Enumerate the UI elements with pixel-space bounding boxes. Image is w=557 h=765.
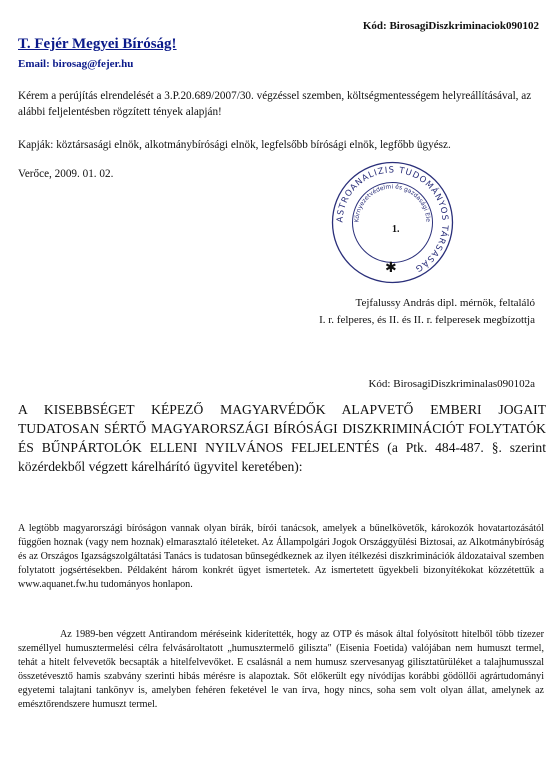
stamp-seal-icon [330, 160, 455, 285]
complaint-headline: A KISEBBSÉGET KÉPEZŐ MAGYARVÉDŐK ALAPVETŐ EMBERI JOGAIT TUDATOSAN SÉRTŐ MAGYARORSZÁGI BÍRÓSÁGI DISZKRIMINÁCIÓT FOLYTATÓK ÉS BŰNPÁRTOLÓK ELLENI NYILVÁNOS FELJELENTÉS (a Ptk. 484-487. §. szerint közérdekből végzett kárelhárító ügyvitel keretében): [18, 402, 546, 474]
signature-block [319, 295, 535, 329]
organization-stamp [330, 160, 455, 285]
stamp-inner-text: Környezetvédelmi és gazdasági Ele [353, 183, 432, 223]
document-code-top: Kód: BirosagiDiszkriminaciok090102 [362, 20, 539, 32]
stamp-number: 1. [392, 224, 400, 235]
stamp-star-icon: ✱ [385, 260, 397, 276]
letter-date: Verőce, 2009. 01. 02. [18, 168, 114, 180]
stamp-ring-text: ASTROANALIZIS TUDOMÁNYOS TÁRSASÁG [335, 165, 450, 274]
recipients-paragraph: Kapják: köztársasági elnök, alkotmánybírósági elnök, legfelsőbb bírósági elnök, legfőbb ügyész. [18, 139, 451, 151]
signature-role: I. r. felperes, és II. és II. r. felperesek megbízottja [319, 314, 535, 326]
court-title: T. Fejér Megyei Bíróság! [18, 36, 177, 52]
request-paragraph: Kérem a perújítás elrendelését a 3.P.20.689/2007/30. végzéssel szemben, költségmentességem helyreállításával, az alábbi feljelentésben rögzített tények alapján! [18, 90, 532, 118]
body-paragraph-2-text: Az 1989-ben végzett Antirandom méréseink kiderítették, hogy az OTP és mások által folyósított hitelből több tízezer személlyel humusztermelési célra felvásároltatott „humusztermelő giliszta" (Eisenia Foetida) valójában nem humuszt termel, tehát a hitelt felvevetők becsapták a hitelfelvevőket. E csalásnál a nem humusz szervesanyag gilisztatürüléket a talajhumusszal összetévesztő hamis szabvány szerinti hibás mérésre is alapoztak. Sőt előkerült egy nívódíjas korábbi gödöllői agrártudományi egyetemi talajtani tankönyv is, amelyben fehéren feketével le van írva, hogy nincs, soha sem volt olyan állat, amelynek az emésztőrendszere humuszt termel. [18, 629, 544, 710]
body-paragraph-2 [18, 628, 544, 712]
court-email: Email: birosag@fejer.hu [18, 58, 134, 70]
body-paragraph-1: A legtöbb magyarországi bíróságon vannak olyan bírák, bírói tanácsok, amelyek a bűnelkövetők, károkozók hovatartozásától függően hoznak (vagy nem hoznak) elmarasztaló ítéleteket. Az Állampolgári Jogok Országgyűlési Biztosai, az Alkotmánybíróság és az Országos Igazságszolgáltatási Tanács is tudatosan bűnsegédkeznek az ilyen ítélkezési diszkriminációk áldozataival szemben folytatott jogsértésekben. Példaként három konkrét ügyet ismertetek. Az ismertetett ügyekbeli bizonyítékokat közzétettük a www.aquanet.fw.hu tudományos honlapon. [18, 523, 544, 590]
document-code-second: Kód: BirosagiDiszkriminalas090102a [368, 378, 535, 390]
signature-name: Tejfalussy András dipl. mérnök, feltaláló [355, 297, 535, 309]
